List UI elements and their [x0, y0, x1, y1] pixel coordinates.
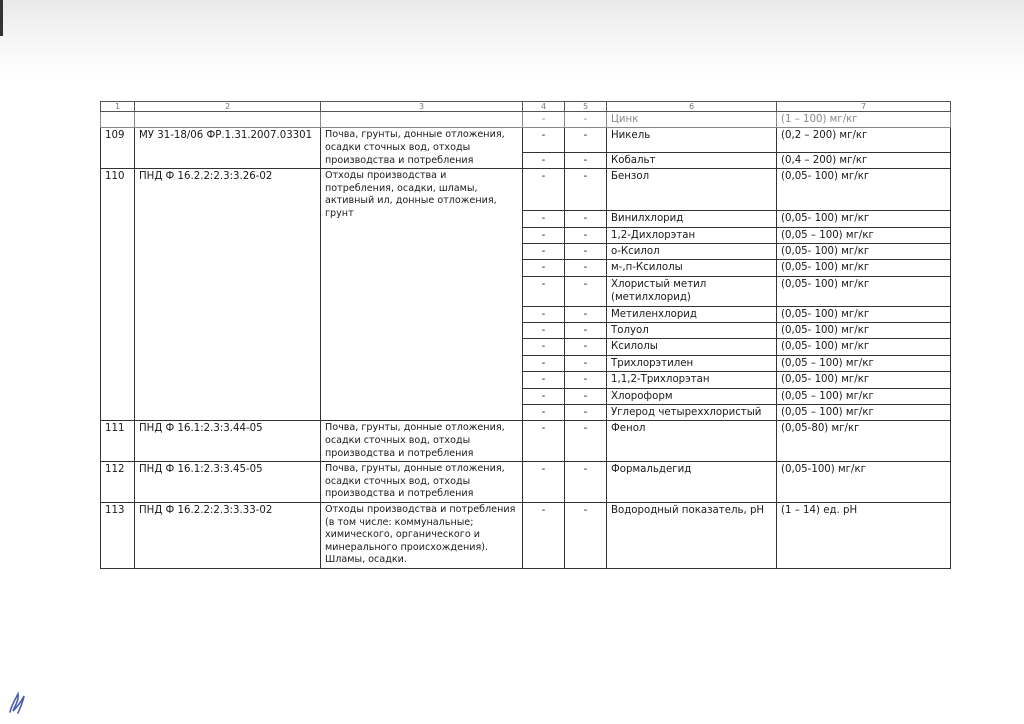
cell-col5: -	[565, 169, 607, 211]
cell-parameter: 1,2-Дихлорэтан	[607, 227, 777, 243]
cell-range: (0,05- 100) мг/кг	[777, 306, 951, 322]
cell-col5: -	[565, 388, 607, 404]
cell-number: 110	[101, 169, 135, 421]
cell-col5: -	[565, 306, 607, 322]
cell-col4: -	[523, 112, 565, 128]
cell-col5: -	[565, 339, 607, 355]
cell-parameter: м-,п-Ксилолы	[607, 260, 777, 276]
cell-col4: -	[523, 244, 565, 260]
column-number: 5	[565, 102, 607, 112]
cell-col4: -	[523, 503, 565, 569]
cell-number: 112	[101, 462, 135, 503]
cell-parameter: 1,1,2-Трихлорэтан	[607, 372, 777, 388]
cell-range: (0,05- 100) мг/кг	[777, 260, 951, 276]
cell-col4: -	[523, 152, 565, 168]
cell-col5: -	[565, 128, 607, 152]
cell-range: (0,05-100) мг/кг	[777, 462, 951, 503]
cell-col5: -	[565, 211, 607, 227]
cell-col5: -	[565, 260, 607, 276]
cell-range: (0,05- 100) мг/кг	[777, 339, 951, 355]
cell-object: Отходы производства и потребления, осадки, шламы, активный ил, донные отложения, грунт	[321, 169, 523, 421]
column-number: 3	[321, 102, 523, 112]
cell-col5: -	[565, 244, 607, 260]
cell-col4: -	[523, 169, 565, 211]
cell-col4: -	[523, 276, 565, 306]
cell-col4: -	[523, 388, 565, 404]
cell-parameter: Метиленхлорид	[607, 306, 777, 322]
cell-parameter: Углерод четыреххлористый	[607, 405, 777, 421]
cell-col4: -	[523, 372, 565, 388]
cell-object: Почва, грунты, донные отложения, осадки сточных вод, отходы производства и потребления	[321, 462, 523, 503]
cell-col4: -	[523, 339, 565, 355]
cell-parameter: Винилхлорид	[607, 211, 777, 227]
cell-col4: -	[523, 405, 565, 421]
column-number: 1	[101, 102, 135, 112]
cell-parameter: Формальдегид	[607, 462, 777, 503]
cell-method: МУ 31-18/06 ФР.1.31.2007.03301	[135, 128, 321, 169]
cell-col4: -	[523, 355, 565, 371]
cell-parameter: Цинк	[607, 112, 777, 128]
cell-parameter: Никель	[607, 128, 777, 152]
cell-object: Отходы производства и потребления (в том числе: коммунальные; химического, органического и минерального происхождения). Шламы, осадки.	[321, 503, 523, 569]
cell-parameter: Толуол	[607, 323, 777, 339]
cell-col4: -	[523, 462, 565, 503]
cell-parameter: Бензол	[607, 169, 777, 211]
cell-parameter: Хлористый метил (метилхлорид)	[607, 276, 777, 306]
cell-object: Почва, грунты, донные отложения, осадки сточных вод, отходы производства и потребления	[321, 421, 523, 462]
handwritten-initials	[6, 690, 28, 716]
cell-col4: -	[523, 323, 565, 339]
cell-method: ПНД Ф 16.1:2.3:3.45-05	[135, 462, 321, 503]
column-number: 7	[777, 102, 951, 112]
cell-col4: -	[523, 306, 565, 322]
cell-col5: -	[565, 503, 607, 569]
cell-col5: -	[565, 276, 607, 306]
cell-range: (0,05 – 100) мг/кг	[777, 405, 951, 421]
cell-col4: -	[523, 260, 565, 276]
table-row	[101, 462, 951, 503]
cell-method: ПНД Ф 16.2.2:2.3:3.33-02	[135, 503, 321, 569]
column-number: 4	[523, 102, 565, 112]
column-number-row	[101, 102, 951, 112]
cell-object	[321, 112, 523, 128]
scan-edge-mark	[0, 0, 3, 36]
cell-col5: -	[565, 372, 607, 388]
cell-range: (0,2 – 200) мг/кг	[777, 128, 951, 152]
cell-col4: -	[523, 128, 565, 152]
cell-col4: -	[523, 211, 565, 227]
cell-number: 113	[101, 503, 135, 569]
cell-parameter: Водородный показатель, рН	[607, 503, 777, 569]
cell-parameter: Хлороформ	[607, 388, 777, 404]
cell-parameter: о-Ксилол	[607, 244, 777, 260]
cell-parameter: Кобальт	[607, 152, 777, 168]
cell-range: (0,05- 100) мг/кг	[777, 169, 951, 211]
cell-col5: -	[565, 227, 607, 243]
column-number: 2	[135, 102, 321, 112]
cell-object: Почва, грунты, донные отложения, осадки сточных вод, отходы производства и потребления	[321, 128, 523, 169]
cell-parameter: Трихлорэтилен	[607, 355, 777, 371]
cell-range: (0,05- 100) мг/кг	[777, 276, 951, 306]
cell-range: (0,05 – 100) мг/кг	[777, 355, 951, 371]
cell-col4: -	[523, 227, 565, 243]
cell-range: (0,4 – 200) мг/кг	[777, 152, 951, 168]
cell-col4: -	[523, 421, 565, 462]
cell-method: ПНД Ф 16.1:2.3:3.44-05	[135, 421, 321, 462]
cell-method	[135, 112, 321, 128]
cell-range: (0,05-80) мг/кг	[777, 421, 951, 462]
cell-number: 109	[101, 128, 135, 169]
table-row	[101, 169, 951, 211]
scan-shadow	[0, 0, 1024, 80]
cell-range: (0,05 – 100) мг/кг	[777, 227, 951, 243]
cell-parameter: Фенол	[607, 421, 777, 462]
cell-range: (0,05- 100) мг/кг	[777, 323, 951, 339]
table-row	[101, 128, 951, 152]
cell-col5: -	[565, 112, 607, 128]
cell-col5: -	[565, 421, 607, 462]
table-row	[101, 421, 951, 462]
cell-range: (0,05- 100) мг/кг	[777, 372, 951, 388]
cell-col5: -	[565, 323, 607, 339]
cell-range: (0,05- 100) мг/кг	[777, 211, 951, 227]
cell-range: (1 – 14) ед. рН	[777, 503, 951, 569]
methods-table	[100, 101, 951, 569]
cell-range: (1 – 100) мг/кг	[777, 112, 951, 128]
cell-range: (0,05 – 100) мг/кг	[777, 388, 951, 404]
cell-col5: -	[565, 152, 607, 168]
cell-parameter: Ксилолы	[607, 339, 777, 355]
cell-number	[101, 112, 135, 128]
cell-col5: -	[565, 462, 607, 503]
table-row	[101, 503, 951, 569]
cell-range: (0,05- 100) мг/кг	[777, 244, 951, 260]
cell-method: ПНД Ф 16.2.2:2.3:3.26-02	[135, 169, 321, 421]
table-row	[101, 112, 951, 128]
cell-number: 111	[101, 421, 135, 462]
cell-col5: -	[565, 355, 607, 371]
column-number: 6	[607, 102, 777, 112]
cell-col5: -	[565, 405, 607, 421]
